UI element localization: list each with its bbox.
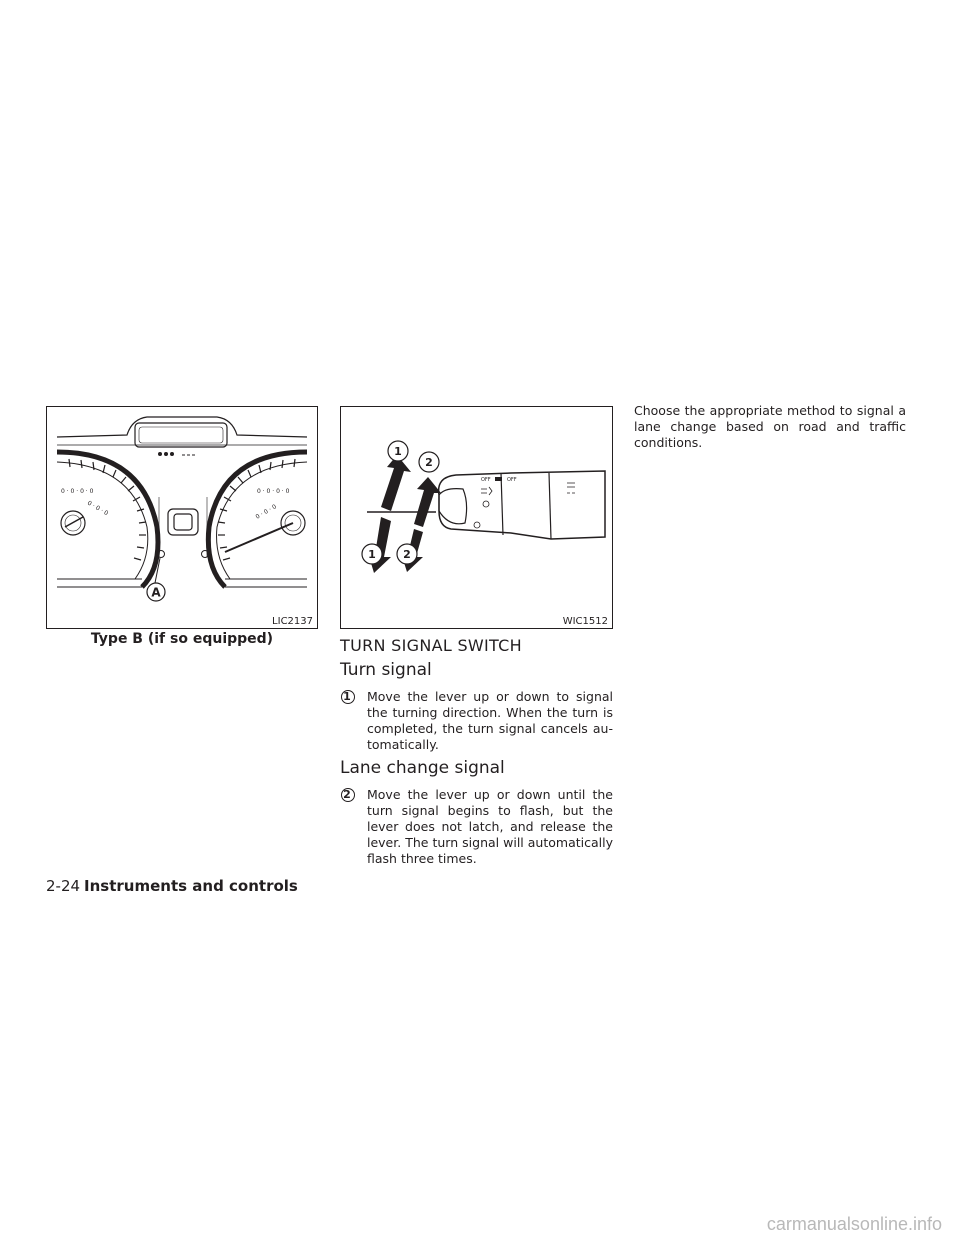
subsection-heading-lane-change: Lane change signal — [340, 758, 505, 778]
lane-change-paragraph: Choose the appropriate method to signal a lane change based on road and traffic conditions. — [634, 403, 906, 450]
svg-text:0 · 0 · 0: 0 · 0 · 0 — [86, 499, 110, 518]
page-footer — [46, 877, 298, 895]
svg-text:0 · 0 · 0: 0 · 0 · 0 — [254, 503, 278, 521]
instrument-cluster-illustration — [47, 407, 317, 628]
item-text: Move the lever up or down until the turn signal begins to flash, but the lever does not latch, and release the lever. The turn signal will automatically flash three times. — [367, 787, 613, 866]
callout-a-label: A — [151, 585, 161, 600]
callout-1-down: 1 — [368, 548, 376, 561]
figure-code-right: WIC1512 — [562, 616, 608, 627]
figure-code-left: LIC2137 — [272, 616, 313, 627]
subsection-heading-turn-signal: Turn signal — [340, 660, 432, 680]
list-item-lane-change — [340, 787, 613, 867]
figure-turn-signal-lever — [340, 406, 613, 629]
callout-2-up: 2 — [425, 456, 433, 469]
chapter-title: Instruments and controls — [84, 877, 298, 895]
figure-caption: Type B (if so equipped) — [90, 631, 274, 647]
turn-signal-lever-illustration — [341, 407, 612, 628]
page-number: 2-24 — [46, 877, 81, 895]
item-number-badge: 1 — [340, 689, 356, 705]
svg-text:OFF: OFF — [507, 477, 517, 483]
callout-2-down: 2 — [403, 548, 411, 561]
section-title: TURN SIGNAL SWITCH — [340, 636, 522, 655]
svg-text:OFF: OFF — [481, 477, 491, 483]
figure-instrument-cluster — [46, 406, 318, 629]
svg-text:0 · 0 · 0 · 0: 0 · 0 · 0 · 0 — [257, 488, 290, 495]
item-number-badge: 2 — [340, 787, 356, 803]
callout-1-up: 1 — [394, 445, 402, 458]
list-item-turn-signal — [340, 689, 613, 753]
item-text: Move the lever up or down to signal the turning direction. When the turn is completed, the turn signal cancels au-tomatically. — [367, 689, 613, 752]
watermark: carmanualsonline.info — [766, 1214, 942, 1234]
svg-text:0 · 0 · 0 · 0: 0 · 0 · 0 · 0 — [61, 488, 94, 495]
